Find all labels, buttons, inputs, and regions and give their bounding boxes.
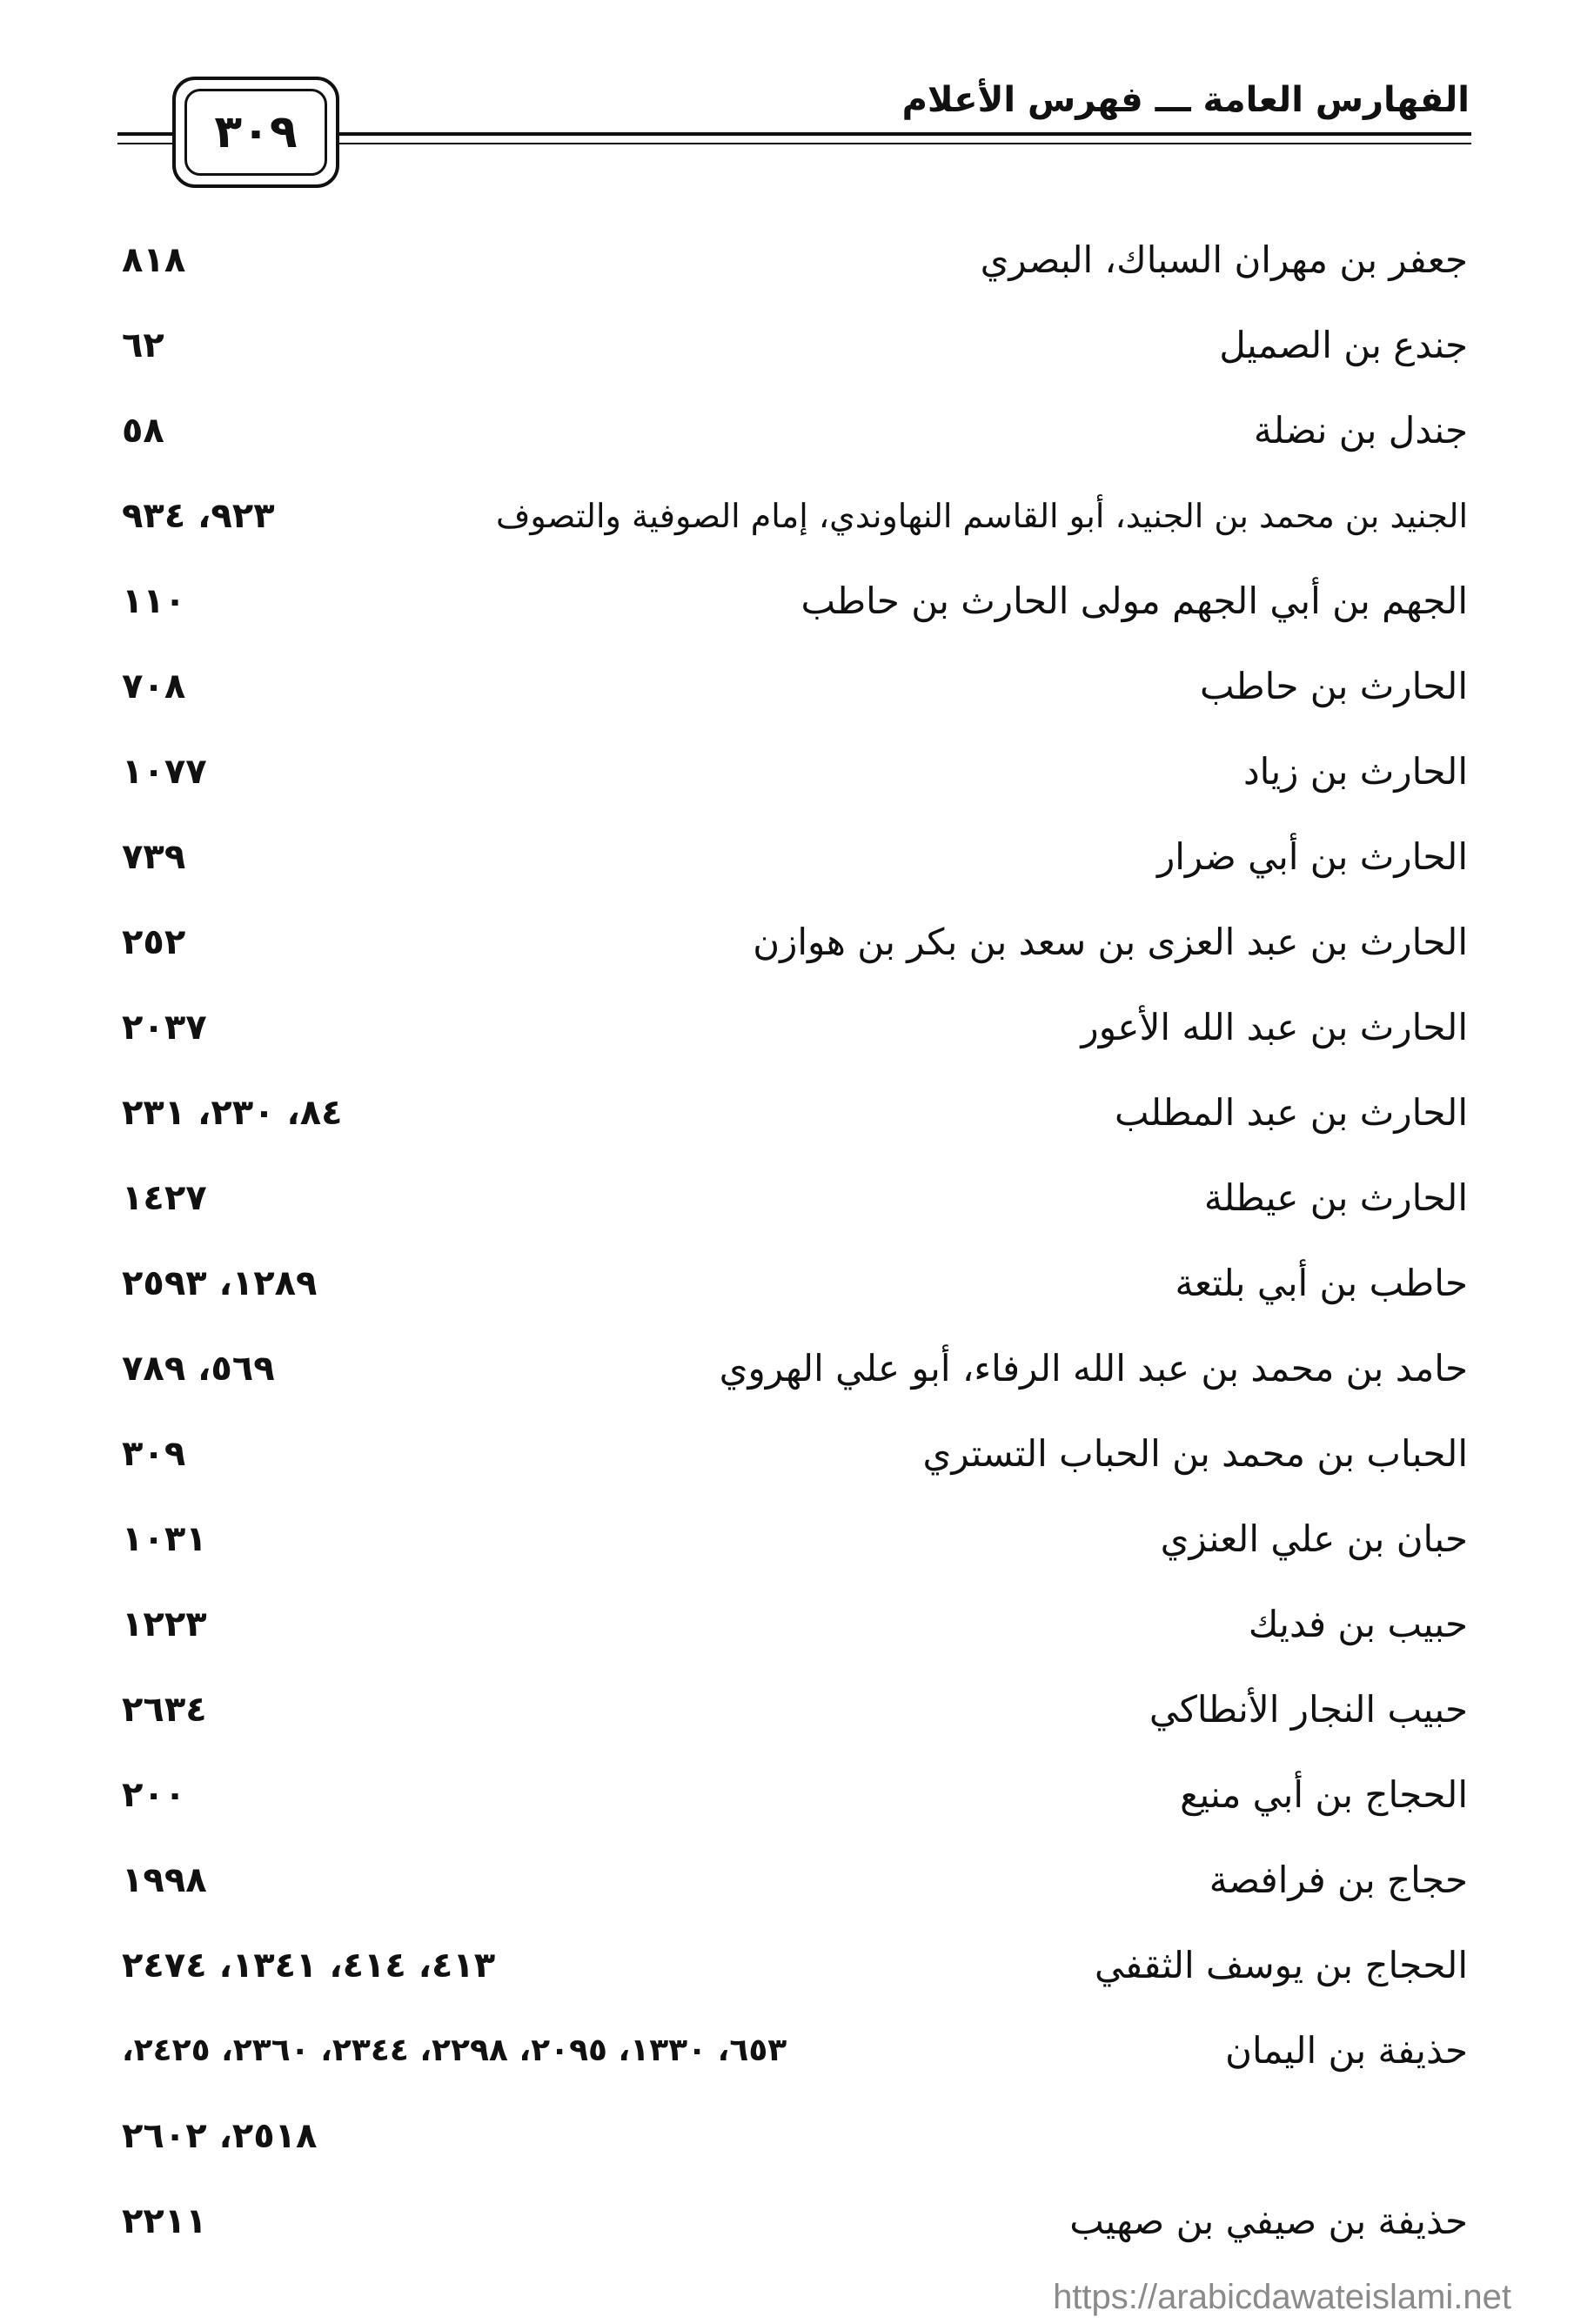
entry-name: الحجاج بن يوسف الثقفي	[1094, 1944, 1468, 1986]
index-entry	[0, 1497, 1574, 1582]
index-entry	[0, 814, 1574, 900]
entry-pages: ٤١٣، ٤١٤، ١٣٤١، ٢٤٧٤	[122, 1946, 496, 1986]
running-title: الفهارس العامة ـــ فهرس الأعلام	[901, 80, 1470, 120]
index-entry	[0, 729, 1574, 814]
index-entry	[0, 1582, 1574, 1667]
entry-name: جعفر بن مهران السباك، البصري	[980, 238, 1468, 281]
entry-pages: ٩٢٣، ٩٣٤	[122, 496, 275, 536]
index-entry	[0, 2008, 1574, 2093]
index-entry	[0, 1923, 1574, 2008]
entry-name: حاطب بن أبي بلتعة	[1175, 1262, 1468, 1304]
entry-pages: ١١٠	[122, 581, 186, 621]
index-entry	[0, 1241, 1574, 1326]
index-entry	[0, 1326, 1574, 1411]
entry-name: حبان بن علي العنزي	[1160, 1517, 1468, 1560]
index-entry	[0, 2179, 1574, 2264]
entry-name: الحارث بن عبد الله الأعور	[1081, 1006, 1468, 1048]
index-entry	[0, 473, 1574, 559]
entry-name: الحارث بن عبد العزى بن سعد بن بكر بن هوازن	[753, 921, 1468, 963]
index-entry	[0, 1411, 1574, 1497]
page-header	[0, 0, 1574, 191]
index-entry	[0, 900, 1574, 985]
index-entry	[0, 1667, 1574, 1752]
entry-name: حذيفة بن اليمان	[1225, 2029, 1468, 2072]
entry-pages: ٣٠٩	[122, 1434, 186, 1474]
entry-pages-continued: ٢٥١٨، ٢٦٠٢	[122, 2116, 318, 2156]
entry-pages: ١٩٩٨	[122, 1860, 207, 1900]
entry-pages: ٨١٨	[122, 240, 186, 280]
index-entry	[0, 1752, 1574, 1838]
entry-pages: ٢٠٠	[122, 1775, 186, 1815]
entry-name: الحباب بن محمد بن الحباب التستري	[922, 1432, 1468, 1475]
entry-name: الحارث بن أبي ضرار	[1156, 835, 1468, 878]
entry-pages: ٦٥٣، ١٣٣٠، ٢٠٩٥، ٢٢٩٨، ٢٣٤٤، ٢٣٦٠، ٢٤٢٥،	[122, 2033, 787, 2068]
entry-name: حذيفة بن صيفي بن صهيب	[1069, 2200, 1468, 2242]
index-entry	[0, 1070, 1574, 1155]
entry-pages: ١٢٨٩، ٢٥٩٣	[122, 1263, 318, 1303]
index-entries	[0, 218, 1574, 2264]
entry-pages: ٢٢١١	[122, 2201, 207, 2241]
entry-pages: ١٤٢٧	[122, 1178, 207, 1218]
entry-pages: ٧٠٨	[122, 666, 186, 707]
entry-name: الحارث بن زياد	[1242, 750, 1468, 793]
entry-name: الحارث بن عيطلة	[1203, 1176, 1468, 1219]
entry-name: جندع بن الصميل	[1219, 324, 1468, 366]
entry-name: الحجاج بن أبي منيع	[1180, 1773, 1468, 1816]
entry-name: الجنيد بن محمد بن الجنيد، أبو القاسم النهاوندي، إمام الصوفية والتصوف	[495, 497, 1468, 535]
index-entry	[0, 388, 1574, 473]
index-entry	[0, 1838, 1574, 1923]
entry-pages: ٢٥٢	[122, 922, 186, 962]
index-entry	[0, 559, 1574, 644]
index-entry	[0, 218, 1574, 303]
page-number-badge	[172, 77, 339, 188]
index-entry	[0, 985, 1574, 1070]
entry-name: حبيب النجار الأنطاكي	[1149, 1688, 1468, 1731]
page-number: ٣٠٩	[184, 89, 327, 176]
entry-pages: ٢٠٣٧	[122, 1008, 207, 1048]
entry-name: حجاج بن فرافصة	[1209, 1859, 1468, 1901]
entry-pages: ٧٣٩	[122, 837, 186, 877]
index-entry	[0, 644, 1574, 729]
entry-name: الحارث بن عبد المطلب	[1114, 1091, 1468, 1134]
entry-pages: ٥٦٩، ٧٨٩	[122, 1349, 275, 1389]
entry-name: الجهم بن أبي الجهم مولى الحارث بن حاطب	[800, 579, 1468, 622]
index-entry	[0, 303, 1574, 388]
watermark-url: https://arabicdawateislami.net	[1053, 2278, 1511, 2316]
index-entry	[0, 1155, 1574, 1241]
entry-pages: ٦٢	[122, 325, 164, 365]
entry-name: حبيب بن فديك	[1248, 1603, 1468, 1645]
entry-name: جندل بن نضلة	[1253, 409, 1468, 452]
entry-pages: ١٢٢٣	[122, 1604, 207, 1644]
entry-pages: ٥٨	[122, 411, 164, 451]
entry-name: الحارث بن حاطب	[1200, 665, 1468, 707]
entry-pages: ١٠٣١	[122, 1519, 207, 1559]
index-entry-continuation	[0, 2093, 1574, 2179]
entry-pages: ١٠٧٧	[122, 752, 207, 792]
entry-name: حامد بن محمد بن عبد الله الرفاء، أبو علي الهروي	[719, 1347, 1468, 1390]
entry-pages: ٨٤، ٢٣٠، ٢٣١	[122, 1093, 343, 1133]
entry-pages: ٢٦٣٤	[122, 1690, 207, 1730]
